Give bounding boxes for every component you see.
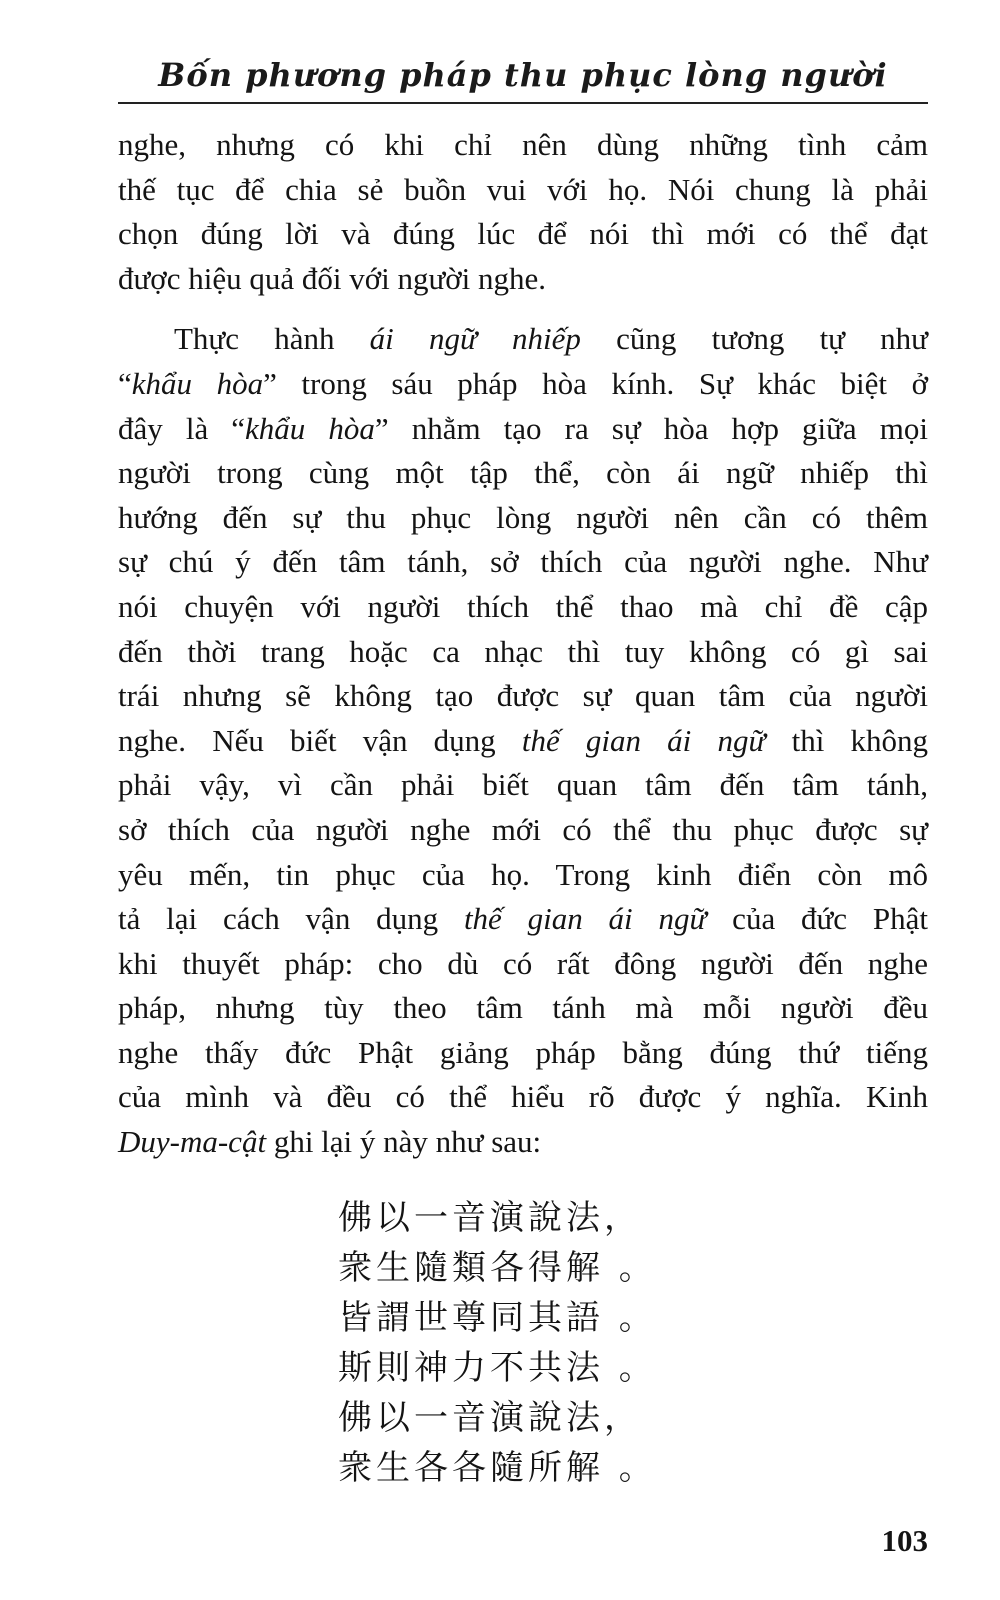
text-line (118, 407, 928, 452)
chinese-verse (338, 1193, 758, 1493)
text-run: tả lại cách vận dụng (118, 901, 464, 937)
text-line: pháp, nhưng tùy theo tâm tánh mà mỗi người đều (118, 990, 928, 1026)
body-text (118, 123, 928, 1165)
text-line: của mình và đều có thể hiểu rõ được ý nghĩa. Kinh (118, 1079, 928, 1115)
text-line: thế tục để chia sẻ buồn vui với họ. Nói chung là phải (118, 171, 928, 207)
header-title: Bốn phương pháp thu phục lòng người (158, 56, 888, 94)
text-line: khi thuyết pháp: cho dù có rất đông người đến nghe (118, 945, 928, 981)
paragraph-gap (118, 301, 928, 317)
text-line: sự chú ý đến tâm tánh, sở thích của người nghe. Như (118, 544, 928, 580)
text-run: “ (118, 365, 132, 401)
text-run: ” trong sáu pháp hòa kính. Sự khác biệt ở (263, 365, 928, 401)
italic-term: thế gian ái ngữ (521, 722, 766, 758)
text-run: cũng tương tự như (580, 321, 928, 357)
text-line: yêu mến, tin phục của họ. Trong kinh điển còn mô (118, 856, 928, 892)
text-run: ” nhằm tạo ra sự hòa hợp giữa mọi (374, 410, 928, 446)
text-run: đây là “ (118, 410, 246, 446)
text-line (118, 362, 928, 407)
verse-line: 佛以一音演說法， (338, 1198, 642, 1238)
italic-term: thế gian ái ngữ (463, 901, 707, 937)
text-line: chọn đúng lời và đúng lúc để nói thì mới có thể đạt (118, 216, 928, 252)
text-line (118, 317, 928, 362)
text-line: người trong cùng một tập thể, còn ái ngữ nhiếp thì (118, 455, 928, 491)
text-line: nghe, nhưng có khi chỉ nên dùng những tình cảm (118, 127, 928, 162)
text-line: đến thời trang hoặc ca nhạc thì tuy không có gì sai (118, 633, 928, 669)
italic-term: khẩu hòa (131, 365, 264, 401)
verse-line: 佛以一音演說法， (338, 1398, 642, 1438)
text-line: sở thích của người nghe mới có thể thu phục được sự (118, 811, 928, 847)
running-header (118, 52, 928, 104)
text-line (118, 897, 928, 942)
italic-term: ái ngữ nhiếp (369, 321, 581, 357)
italic-term: Duy-ma-cật (118, 1124, 267, 1160)
text-run: của đức Phật (706, 901, 928, 937)
text-run: Thực hành (174, 321, 370, 357)
text-run: nghe. Nếu biết vận dụng (118, 722, 522, 758)
text-line: được hiệu quả đối với người nghe. (118, 260, 547, 296)
text-line: nghe thấy đức Phật giảng pháp bằng đúng thứ tiếng (118, 1034, 928, 1070)
verse-line: 皆謂世尊同其語 。 (338, 1298, 657, 1338)
verse-line: 衆生隨類各得解 。 (338, 1248, 657, 1288)
verse-line: 衆生各各隨所解 。 (338, 1448, 657, 1488)
page-number: 103 (881, 1523, 928, 1558)
text-line: nói chuyện với người thích thể thao mà chỉ đề cập (118, 588, 928, 624)
text-line: hướng đến sự thu phục lòng người nên cần có thêm (118, 499, 928, 535)
italic-term: khẩu hòa (245, 410, 375, 446)
text-line: phải vậy, vì cần phải biết quan tâm đến tâm tánh, (118, 767, 928, 803)
text-line: trái nhưng sẽ không tạo được sự quan tâm của người (118, 678, 928, 714)
text-line (118, 719, 928, 764)
text-line (118, 1120, 928, 1165)
text-run: ghi lại ý này như sau: (266, 1124, 542, 1160)
verse-line: 斯則神力不共法 。 (338, 1348, 657, 1388)
text-run: thì không (765, 722, 928, 758)
